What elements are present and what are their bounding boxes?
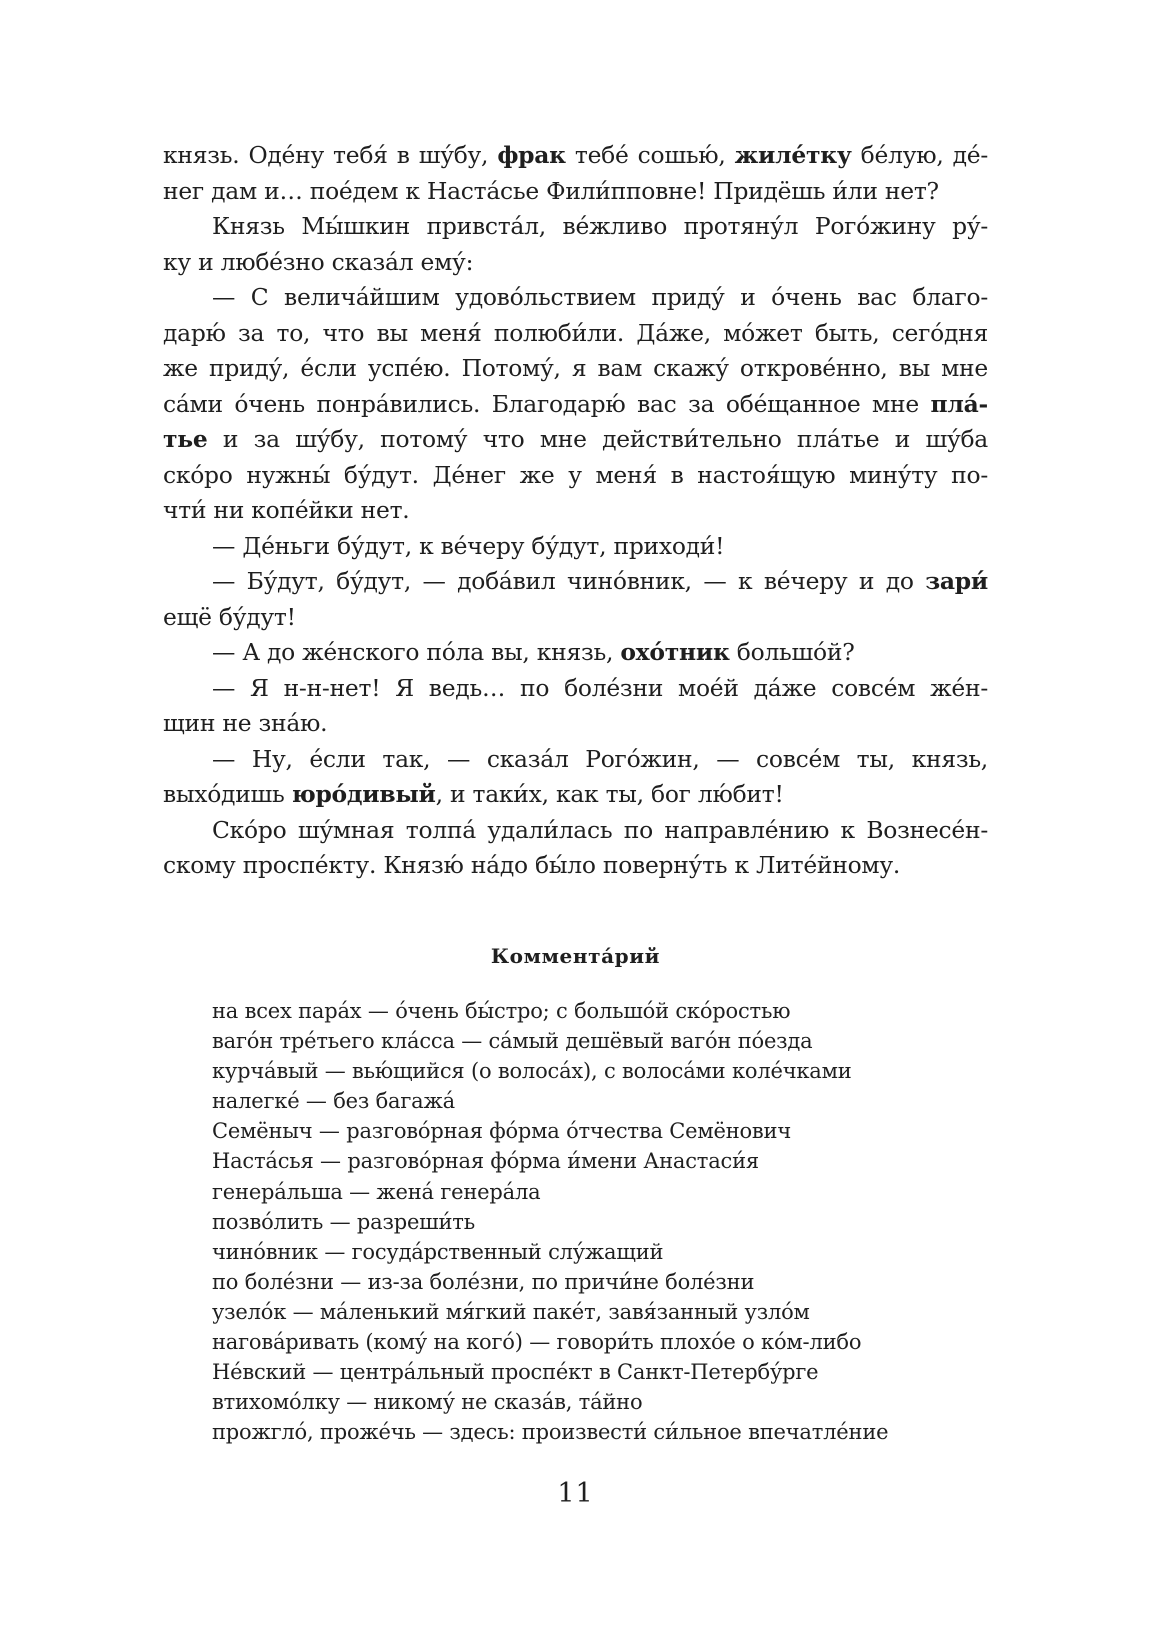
text-line [163, 600, 988, 636]
text-line [163, 351, 988, 387]
text-line [163, 813, 988, 849]
commentary-item: курча́вый — вью́щийся (о волоса́х), с волоса́ми коле́чками [212, 1059, 852, 1084]
commentary-item: генера́льша — жена́ генера́ла [212, 1179, 541, 1204]
text-segment: — С велича́йшим удово́льствием приду́ и о́чень вас благо- [212, 283, 988, 311]
text-segment: — Я н-н-нет! Я ведь… по боле́зни мое́й да́же совсе́м же́н- [212, 673, 988, 702]
text-segment: — Ну, е́сли так, — сказа́л Рого́жин, — совсе́м ты, князь, [212, 744, 988, 773]
text-line [163, 493, 988, 529]
bold-term: фрак [497, 141, 566, 169]
commentary-item: нагова́ривать (кому́ на кого́) — говори́ть плохо́е о ко́м-либо [212, 1330, 862, 1355]
text-segment: , и таки́х, как ты, бог лю́бит! [435, 780, 784, 808]
text-line [163, 777, 988, 813]
text-line [163, 706, 988, 742]
bold-term: жиле́тку [734, 141, 852, 169]
bold-term: пла́- [930, 389, 988, 418]
text-segment: Князь Мы́шкин привста́л, ве́жливо протяну́л Рого́жину ру́- [212, 212, 988, 240]
text-line [163, 635, 988, 671]
text-segment: же приду́, е́сли успе́ю. Потому́, я вам скажу́ открове́нно, вы мне [163, 354, 988, 382]
commentary-title: Коммента́рий [490, 944, 661, 968]
text-line [163, 529, 988, 565]
commentary-item: ваго́н тре́тьего кла́сса — са́мый дешёвый ваго́н по́езда [212, 1029, 813, 1054]
bold-term: тье [163, 425, 208, 453]
text-line [163, 245, 988, 281]
text-segment: ещё бу́дут! [163, 602, 296, 631]
text-segment: чти́ ни копе́йки нет. [163, 496, 410, 524]
bold-term: зари́ [925, 567, 988, 595]
page-number: 11 [557, 1478, 594, 1509]
text-segment: и за шу́бу, потому́ что мне действи́тельно пла́тье и шу́ба [207, 425, 988, 453]
text-line [163, 174, 988, 210]
text-segment: скому проспе́кту. Князю́ на́до бы́ло поверну́ть к Лите́йному. [163, 851, 901, 879]
text-segment: Ско́ро шу́мная толпа́ удали́лась по направле́нию к Вознесе́н- [212, 815, 988, 844]
commentary-item: узело́к — ма́ленький мя́гкий паке́т, завя́занный узло́м [212, 1299, 810, 1324]
bold-term: юро́дивый [291, 780, 436, 808]
bold-term: охо́тник [620, 638, 730, 666]
text-line [163, 209, 988, 245]
text-segment: князь. Оде́ну тебя́ в шу́бу, [163, 141, 498, 169]
text-line [163, 848, 988, 884]
text-segment: — А до же́нского по́ла вы, князь, [212, 638, 621, 666]
text-segment: большо́й? [729, 638, 855, 666]
text-line [163, 422, 988, 458]
text-segment: щин не зна́ю. [163, 709, 328, 737]
commentary-item: на всех пара́х — о́чень бы́стро; с большо́й ско́ростью [212, 999, 791, 1023]
text-segment: тебе́ сошью́, [565, 141, 735, 169]
commentary-item: чино́вник — госуда́рственный слу́жащий [212, 1239, 664, 1264]
text-segment: — Де́ньги бу́дут, к ве́черу бу́дут, приходи́! [212, 531, 725, 560]
text-line [163, 742, 988, 778]
text-segment: са́ми о́чень понра́вились. Благодарю́ вас за обе́щанное мне [163, 389, 931, 418]
text-segment: выхо́дишь [163, 780, 292, 808]
text-line [163, 387, 988, 423]
commentary-item: позво́лить — разреши́ть [212, 1209, 475, 1234]
text-line [163, 316, 988, 352]
text-segment: ско́ро нужны́ бу́дут. Де́нег же у меня́ в настоя́щую мину́ту по- [163, 460, 988, 489]
text-segment: бе́лую, де́- [851, 141, 988, 169]
main-text [163, 138, 988, 884]
commentary-item: Не́вский — центра́льный проспе́кт в Санкт-Петербу́рге [212, 1360, 819, 1385]
text-line [163, 138, 988, 174]
commentary-item: втихомо́лку — никому́ не сказа́в, та́йно [212, 1390, 643, 1415]
commentary-item: Наста́сья — разгово́рная фо́рма и́мени Анастаси́я [212, 1149, 759, 1174]
text-segment: — Бу́дут, бу́дут, — доба́вил чино́вник, — к ве́черу и до [212, 567, 926, 595]
text-line [163, 458, 988, 494]
commentary-list [212, 996, 988, 1447]
text-segment: ку и любе́зно сказа́л ему́: [163, 247, 474, 276]
text-line [163, 280, 988, 316]
text-line [163, 671, 988, 707]
commentary-item: прожгло́, проже́чь — здесь: произвести́ си́льное впечатле́ние [212, 1420, 889, 1445]
commentary-item: Семёныч — разгово́рная фо́рма о́тчества Семёнович [212, 1119, 792, 1144]
text-line [163, 564, 988, 600]
commentary-item: налегке́ — без багажа́ [212, 1089, 455, 1114]
commentary-item: по боле́зни — из-за боле́зни, по причи́не боле́зни [212, 1269, 755, 1294]
text-segment: дарю́ за то, что вы меня́ полюби́ли. Да́же, мо́жет быть, сего́дня [163, 318, 988, 347]
text-segment: нег дам и… пое́дем к Наста́сье Фили́пповне! Придёшь и́ли нет? [163, 176, 939, 205]
